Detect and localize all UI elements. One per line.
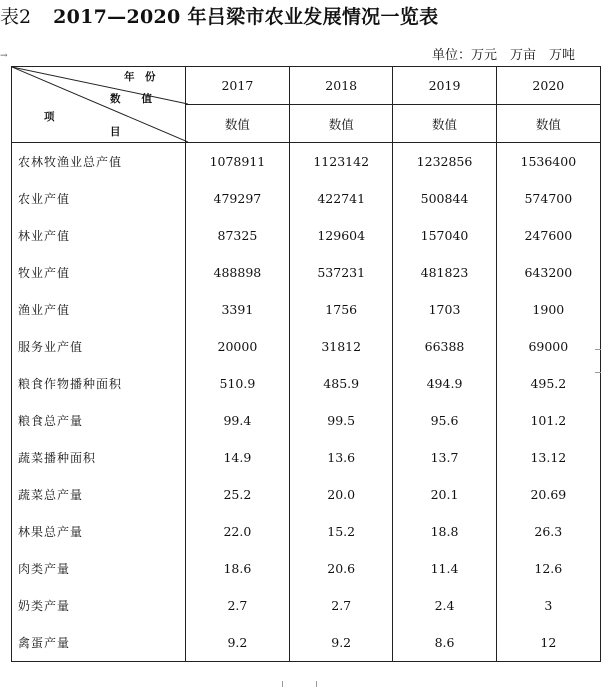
value-cell: 13.12: [496, 439, 600, 476]
row-label: 粮食作物播种面积: [12, 365, 186, 402]
value-cell: 20.0: [290, 476, 393, 513]
row-label: 林果总产量: [12, 513, 186, 550]
value-cell: 1232856: [393, 143, 496, 181]
corner-item-label-bottom: 目: [110, 126, 121, 138]
value-cell: 1123142: [290, 143, 393, 181]
table-row: [12, 143, 601, 181]
row-label: 禽蛋产量: [12, 624, 186, 662]
value-cell: 537231: [290, 254, 393, 291]
agriculture-table: [11, 66, 601, 662]
value-cell: 510.9: [185, 365, 289, 402]
margin-mark: [595, 372, 601, 373]
table-row: [12, 328, 601, 365]
value-cell: 12.6: [496, 550, 600, 587]
row-label: 农林牧渔业总产值: [12, 143, 186, 181]
value-cell: 3391: [185, 291, 289, 328]
year-header-2019: 2019: [393, 67, 496, 105]
value-cell: 25.2: [185, 476, 289, 513]
row-label: 林业产值: [12, 217, 186, 254]
value-cell: 3: [496, 587, 600, 624]
value-header: 数值: [185, 105, 289, 143]
table-row: [12, 439, 601, 476]
document-title: [0, 2, 438, 30]
table-row: [12, 513, 601, 550]
value-cell: 20.6: [290, 550, 393, 587]
margin-mark: [282, 681, 283, 687]
value-cell: 479297: [185, 180, 289, 217]
value-cell: 129604: [290, 217, 393, 254]
ruler-arrow-icon: →: [0, 51, 8, 61]
value-cell: 8.6: [393, 624, 496, 662]
row-label: 蔬菜总产量: [12, 476, 186, 513]
year-header-2018: 2018: [290, 67, 393, 105]
value-cell: 1078911: [185, 143, 289, 181]
year-header-2017: 2017: [185, 67, 289, 105]
value-cell: 157040: [393, 217, 496, 254]
value-cell: 422741: [290, 180, 393, 217]
value-cell: 1536400: [496, 143, 600, 181]
value-cell: 18.6: [185, 550, 289, 587]
value-cell: 99.4: [185, 402, 289, 439]
row-label: 牧业产值: [12, 254, 186, 291]
diagonal-lines: [12, 67, 188, 142]
value-cell: 500844: [393, 180, 496, 217]
row-label: 渔业产值: [12, 291, 186, 328]
table-row: [12, 180, 601, 217]
value-cell: 87325: [185, 217, 289, 254]
value-cell: 12: [496, 624, 600, 662]
value-cell: 1900: [496, 291, 600, 328]
value-cell: 20.1: [393, 476, 496, 513]
value-cell: 2.7: [185, 587, 289, 624]
value-cell: 31812: [290, 328, 393, 365]
value-cell: 95.6: [393, 402, 496, 439]
corner-value-label: 数 值: [110, 93, 152, 105]
value-cell: 11.4: [393, 550, 496, 587]
value-cell: 99.5: [290, 402, 393, 439]
value-cell: 20.69: [496, 476, 600, 513]
value-cell: 481823: [393, 254, 496, 291]
value-header: 数值: [290, 105, 393, 143]
corner-item-label-top: 项: [44, 111, 55, 123]
table-row: [12, 402, 601, 439]
value-cell: 485.9: [290, 365, 393, 402]
table-row: [12, 291, 601, 328]
table-row: [12, 217, 601, 254]
corner-year-label: 年 份: [124, 71, 156, 83]
value-cell: 69000: [496, 328, 600, 365]
value-cell: 15.2: [290, 513, 393, 550]
row-label: 蔬菜播种面积: [12, 439, 186, 476]
diagonal-header-cell: [12, 67, 186, 143]
units-note: 单位：万元 万亩 万吨: [431, 48, 575, 63]
value-cell: 494.9: [393, 365, 496, 402]
table-row: [12, 587, 601, 624]
table-row: [12, 254, 601, 291]
value-header: 数值: [496, 105, 600, 143]
value-cell: 22.0: [185, 513, 289, 550]
row-label: 肉类产量: [12, 550, 186, 587]
value-cell: 1756: [290, 291, 393, 328]
value-cell: 66388: [393, 328, 496, 365]
value-cell: 2.7: [290, 587, 393, 624]
margin-mark: [595, 349, 601, 350]
value-cell: 14.9: [185, 439, 289, 476]
value-cell: 9.2: [185, 624, 289, 662]
value-cell: 488898: [185, 254, 289, 291]
value-cell: 574700: [496, 180, 600, 217]
row-label: 服务业产值: [12, 328, 186, 365]
table-row: [12, 624, 601, 662]
value-cell: 9.2: [290, 624, 393, 662]
value-cell: 13.6: [290, 439, 393, 476]
row-label: 农业产值: [12, 180, 186, 217]
row-label: 奶类产量: [12, 587, 186, 624]
table-number: 表2: [0, 6, 32, 28]
value-cell: 101.2: [496, 402, 600, 439]
value-cell: 26.3: [496, 513, 600, 550]
value-header: 数值: [393, 105, 496, 143]
value-cell: 2.4: [393, 587, 496, 624]
value-cell: 495.2: [496, 365, 600, 402]
value-cell: 20000: [185, 328, 289, 365]
header-row-years: [12, 67, 601, 105]
table-row: [12, 476, 601, 513]
table-title: 2017—2020 年吕梁市农业发展情况一览表: [53, 6, 439, 28]
year-header-2020: 2020: [496, 67, 600, 105]
value-cell: 643200: [496, 254, 600, 291]
value-cell: 1703: [393, 291, 496, 328]
value-cell: 18.8: [393, 513, 496, 550]
value-cell: 247600: [496, 217, 600, 254]
value-cell: 13.7: [393, 439, 496, 476]
margin-mark: [316, 681, 317, 687]
table-row: [12, 365, 601, 402]
table-row: [12, 550, 601, 587]
row-label: 粮食总产量: [12, 402, 186, 439]
